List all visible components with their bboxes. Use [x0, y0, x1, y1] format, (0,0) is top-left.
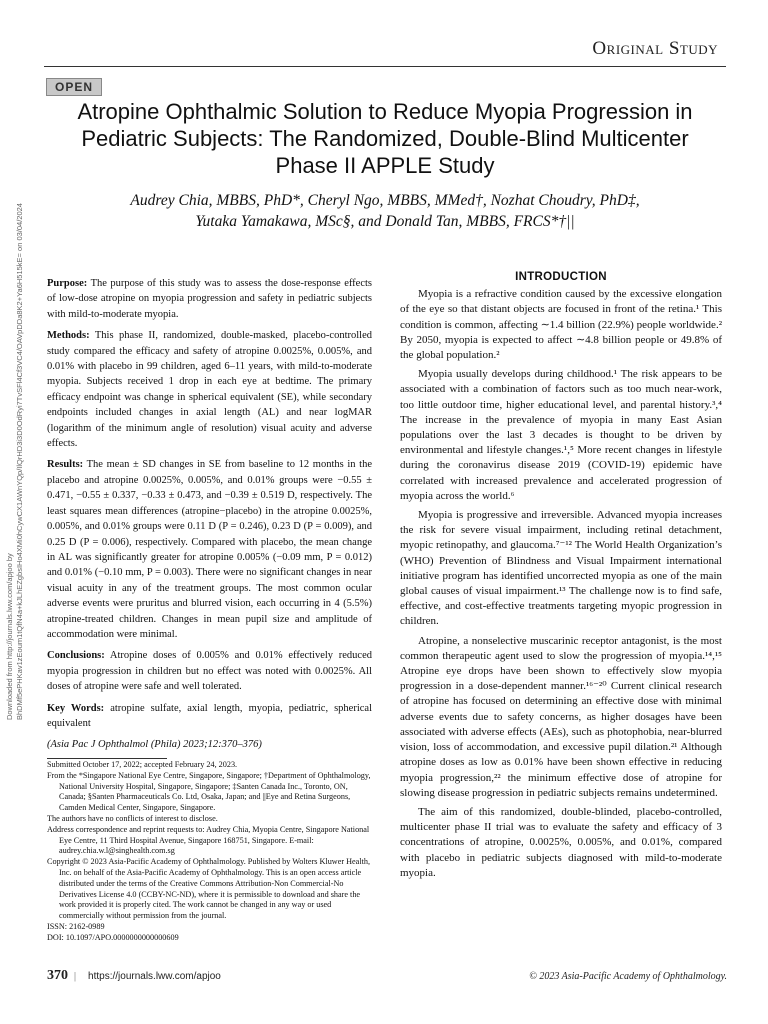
conclusions-label: Conclusions: [47, 650, 105, 662]
keywords-label: Key Words: [47, 702, 105, 714]
footnote-submitted: Submitted October 17, 2022; accepted February 24, 2023. [47, 760, 238, 769]
introduction [400, 270, 722, 885]
abstract [47, 276, 372, 759]
intro-paragraph: Myopia is progressive and irreversible. Advanced myopia increases the risk for severe visual impairment, including retinal detachment, myopic retinopathy, and glaucoma.⁷⁻¹² The World Health Organization’s (WHO) Prevention of Blindness and Visual Impairment international initiative program has identified uncorrected myopia as one of the main global causes of visual impairment.¹³ The challenge now is to find safe, effective, and cost-effective treatments targeting myopic progression in children. [400, 509, 722, 628]
abstract-conclusions [47, 648, 372, 694]
results-label: Results: [47, 459, 84, 471]
download-watermark: Downloaded from http://journals.lww.com/apjoo by BhDMf5ePHKav1zEoum1tQfN4a+kJLhEZgbsIHo4XMi0hCywCX1AWnYQp/IlQrHD3i3D0OdRyi7TvSFl4Cf3VC4/OAVpDDa8K2+Ya6H515kE= on 03/04/2024 [5, 203, 24, 720]
footnote-affiliations: From the *Singapore National Eye Centre, Singapore, Singapore; †Department of Ophthalmology, National University Hospital, Singapore, Singapore; ‡Santen Canada Inc., Toronto, ON, Canada; §Santen Pharmaceuticals Co. Ltd, Osaka, Japan; and ||Eye and Retina Surgeons, Camden Medical Center, Singapore, Singapore. [47, 770, 371, 813]
purpose-text: The purpose of this study was to assess the dose-response effects of low-dose atropine on myopia progression and safety in pediatric subjects with mild-to-moderate myopia. [47, 278, 373, 320]
open-access-badge: OPEN [46, 78, 102, 96]
author-line-1: Audrey Chia, MBBS, PhD*, Cheryl Ngo, MBBS, MMed†, Nozhat Choudry, PhD‡, [130, 192, 640, 209]
footnote-copyright: Copyright © 2023 Asia-Pacific Academy of Ophthalmology. Published by Wolters Kluwer Health, Inc. on behalf of the Asia-Pacific Academy of Ophthalmology. This is an open access article distributed under the terms of the Creative Commons Attribution-Non Commercial-No Derivatives License 4.0 (CCBY-NC-ND), where it is permissible to download and share the work provided it is properly cited. The work cannot be changed in any way or used commercially without permission from the journal. [47, 857, 371, 921]
methods-label: Methods: [47, 330, 90, 342]
abstract-methods [47, 328, 372, 451]
intro-paragraph: Myopia is a refractive condition caused by the excessive elongation of the eye so that distant objects are focused in front of the retina.¹ This condition is common, affecting ∼1.4 billion (22.9%) people worldwide.² By 2050, myopia is expected to affect ∼4.8 billion people or 49.8% of the global population.² [400, 288, 722, 362]
page-footer [47, 968, 727, 984]
section-label: Original Study [592, 38, 718, 59]
keywords-text: atropine sulfate, axial length, myopia, pediatric, spherical equivalent [47, 702, 372, 729]
header-rule [44, 66, 726, 67]
results-text: The mean ± SD changes in SE from baseline to 12 months in the placebo and atropine 0.0025%, 0.005%, and 0.01% groups were −0.55 ± 0.471, −0.55 ± 0.337, −0.33 ± 0.473, and −0.39 ± 0.519 D, respectively. The least squares mean differences (atropine−placebo) in the atropine 0.0025%, 0.005%, and 0.01% groups were 0.11 D (P = 0.246), 0.23 D (P = 0.009), and 0.25 D (P = 0.006), respectively. Compared with placebo, the mean change in AL was significantly greater for atropine 0.005% (−0.09 mm, P = 0.012) and 0.01% (−0.10 mm, P = 0.003). There were no significant changes in near visual acuity in any of the treatment groups. The most common ocular adverse events were pruritus and blurred vision, each occurring in 4 (5.5%) atropine-treated children. Changes in mean pupil size and amplitude of accommodation were minimal. [47, 459, 372, 640]
footnote-conflicts: The authors have no conflicts of interest to disclose. [47, 813, 218, 823]
article-title: Atropine Ophthalmic Solution to Reduce Myopia Progression in Pediatric Subjects: The Randomized, Double-Blind Multicenter Phase II APPLE Study [77, 99, 693, 178]
abstract-results [47, 457, 372, 642]
conclusions-text: Atropine doses of 0.005% and 0.01% effectively reduced myopia progression in children but no effect was noted with 0.0025%. All doses of atropine were safe and well tolerated. [47, 650, 373, 693]
author-list [50, 190, 720, 232]
footnote-doi: DOI: 10.1097/APO.0000000000000609 [47, 932, 179, 942]
intro-paragraph: Atropine, a nonselective muscarinic receptor antagonist, is the most common therapeutic agent used to slow the progression of myopia.¹⁴,¹⁵ Atropine eye drops have been shown to effectively slow myopia progression in a dose-dependent manner.¹⁶⁻²⁰ Current clinical research of atropine has focused on determining an effective dose with minimal adverse events due to safety concerns, as higher dosages have been associated with adverse effects (AEs), such as photophobia, near-blurred vision, loss of accommodation, and excessive pupil dilation.²¹ Although atropine doses as low as 0.01% have been shown effective in reducing myopia progression,²² the minimum effective dose of atropine for slowing disease progression in pediatric subjects remains undetermined. [400, 634, 722, 799]
footnote-issn: ISSN: 2162-0989 [47, 921, 105, 931]
page-number: 370 [47, 968, 68, 983]
author-line-2: Yutaka Yamakawa, MSc§, and Donald Tan, MBBS, FRCS*†|| [195, 213, 575, 230]
purpose-label: Purpose: [47, 278, 88, 289]
footnotes [47, 760, 372, 944]
citation: (Asia Pac J Ophthalmol (Phila) 2023;12:370–376) [47, 739, 262, 751]
intro-paragraph: Myopia usually develops during childhood.¹ The risk appears to be associated with a combination of factors such as too much near-work, too little outdoor time, higher educational level, and parental history.³,⁴ The increase in the prevalence of myopia in many East Asian populations over the last 3 decades is thought to be driven by environmental and lifestyle changes.¹,⁵ More recent changes in lifestyle during the coronavirus disease 2019 (COVID-19) epidemic have correlated with increased prevalence and accelerated progression of myopia across the world.⁶ [400, 368, 722, 502]
footer-copyright: © 2023 Asia-Pacific Academy of Ophthalmology. [529, 971, 727, 982]
keywords [47, 701, 372, 732]
introduction-heading: INTRODUCTION [515, 271, 607, 283]
journal-link[interactable]: https://journals.lww.com/apjoo [88, 971, 221, 982]
methods-text: This phase II, randomized, double-masked, placebo-controlled study compared the efficacy and safety of atropine 0.0025%, 0.005%, and 0.01% with placebo in 99 children, aged 6–11 years, with mild-to-moderate myopia. Subjects received 1 drop in each eye at bedtime. The primary efficacy endpoint was change in spherical equivalent (SE), while secondary endpoints included changes in axial length (AL) and near logMAR (logarithm of the minimum angle of resolution) visual acuity and adverse effects. [47, 330, 372, 450]
footer-separator: | [74, 971, 77, 982]
footnote-rule [47, 758, 167, 759]
abstract-purpose [47, 276, 372, 322]
intro-paragraph: The aim of this randomized, double-blinded, placebo-controlled, multicenter phase II trial was to evaluate the safety and efficacy of 3 concentrations of atropine, 0.0025%, 0.005%, and 0.01%, compared with placebo in pediatric subjects diagnosed with mild-to-moderate myopia. [400, 805, 722, 879]
footnote-address: Address correspondence and reprint requests to: Audrey Chia, Myopia Centre, Singapore National Eye Centre, 11 Third Hospital Avenue, Singapore 168751, Singapore. E-mail: audrey.chia.w.l@singhealth.com.sg [47, 824, 370, 856]
